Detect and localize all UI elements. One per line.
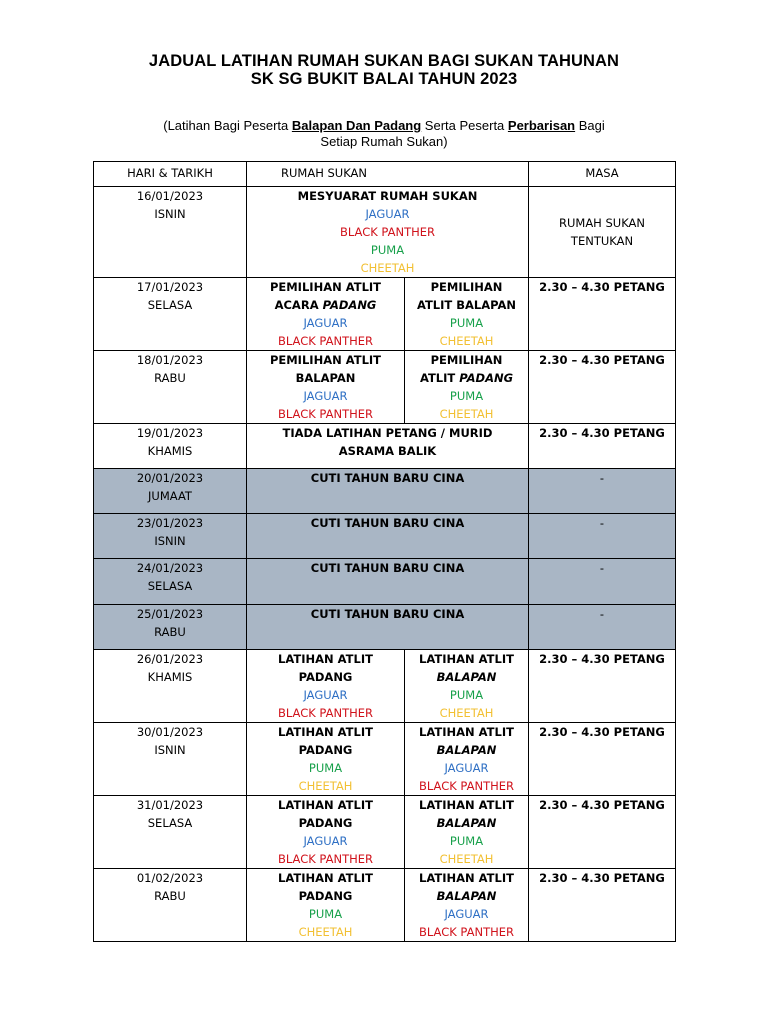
table-row-holiday — [94, 514, 676, 559]
header-house-blank — [405, 162, 529, 187]
time-cell: RUMAH SUKAN TENTUKAN — [529, 187, 676, 278]
time-cell: - — [529, 514, 676, 559]
activity-cell-right: PEMILIHAN ATLIT PADANG PUMA CHEETAH — [405, 351, 529, 424]
date-cell: 17/01/2023 SELASA — [94, 278, 247, 351]
activity-cell: CUTI TAHUN BARU CINA — [247, 469, 529, 514]
subtitle-bold-2: Perbarisan — [507, 118, 576, 133]
time-cell: 2.30 – 4.30 PETANG — [529, 869, 676, 942]
table-row-holiday — [94, 469, 676, 514]
header-day: HARI & TARIKH — [94, 162, 247, 187]
activity-cell-right: PEMILIHAN ATLIT BALAPAN PUMA CHEETAH — [405, 278, 529, 351]
activity-cell: CUTI TAHUN BARU CINA — [247, 559, 529, 605]
activity-cell-right: LATIHAN ATLIT BALAPAN JAGUAR BLACK PANTHER — [405, 723, 529, 796]
date-cell: 20/01/2023 JUMAAT — [94, 469, 247, 514]
activity-cell-left: LATIHAN ATLIT PADANG JAGUAR BLACK PANTHER — [247, 796, 405, 869]
date-cell: 31/01/2023 SELASA — [94, 796, 247, 869]
time-cell: - — [529, 605, 676, 650]
date-cell: 24/01/2023 SELASA — [94, 559, 247, 605]
time-cell: 2.30 – 4.30 PETANG — [529, 796, 676, 869]
activity-cell: MESYUARAT RUMAH SUKAN JAGUAR BLACK PANTHER PUMA CHEETAH — [247, 187, 529, 278]
table-row — [94, 723, 676, 796]
subtitle-bold-1: Balapan Dan Padang — [291, 118, 422, 133]
activity-cell-left: LATIHAN ATLIT PADANG JAGUAR BLACK PANTHER — [247, 650, 405, 723]
table-row-holiday — [94, 605, 676, 650]
table-row — [94, 424, 676, 469]
time-cell: - — [529, 469, 676, 514]
date-cell: 25/01/2023 RABU — [94, 605, 247, 650]
date-cell: 19/01/2023 KHAMIS — [94, 424, 247, 469]
activity-cell-left: LATIHAN ATLIT PADANG PUMA CHEETAH — [247, 723, 405, 796]
activity-cell-left: LATIHAN ATLIT PADANG PUMA CHEETAH — [247, 869, 405, 942]
time-cell: 2.30 – 4.30 PETANG — [529, 650, 676, 723]
table-row — [94, 278, 676, 351]
table-row — [94, 187, 676, 278]
activity-cell: CUTI TAHUN BARU CINA — [247, 514, 529, 559]
time-cell: 2.30 – 4.30 PETANG — [529, 723, 676, 796]
subtitle-middle: Serta Peserta — [421, 118, 508, 133]
date-cell: 30/01/2023 ISNIN — [94, 723, 247, 796]
schedule-table — [93, 161, 676, 942]
document-title-line1: JADUAL LATIHAN RUMAH SUKAN BAGI SUKAN TAHUNAN — [148, 52, 620, 70]
time-cell: 2.30 – 4.30 PETANG — [529, 278, 676, 351]
header-time: MASA — [529, 162, 676, 187]
date-cell: 18/01/2023 RABU — [94, 351, 247, 424]
table-row — [94, 869, 676, 942]
activity-cell: TIADA LATIHAN PETANG / MURID ASRAMA BALIK — [247, 424, 529, 469]
activity-cell-left: PEMILIHAN ATLIT ACARA PADANG JAGUAR BLACK PANTHER — [247, 278, 405, 351]
activity-cell-right: LATIHAN ATLIT BALAPAN PUMA CHEETAH — [405, 796, 529, 869]
date-cell: 26/01/2023 KHAMIS — [94, 650, 247, 723]
activity-cell-right: LATIHAN ATLIT BALAPAN PUMA CHEETAH — [405, 650, 529, 723]
table-header-row — [94, 162, 676, 187]
document-title-line2: SK SG BUKIT BALAI TAHUN 2023 — [250, 70, 518, 88]
table-row — [94, 796, 676, 869]
activity-cell: CUTI TAHUN BARU CINA — [247, 605, 529, 650]
subtitle-prefix: (Latihan Bagi Peserta — [163, 118, 292, 133]
activity-cell-right: LATIHAN ATLIT BALAPAN JAGUAR BLACK PANTHER — [405, 869, 529, 942]
date-cell: 23/01/2023 ISNIN — [94, 514, 247, 559]
date-cell: 01/02/2023 RABU — [94, 869, 247, 942]
header-house: RUMAH SUKAN — [247, 162, 405, 187]
table-row — [94, 650, 676, 723]
activity-cell-left: PEMILIHAN ATLIT BALAPAN JAGUAR BLACK PANTHER — [247, 351, 405, 424]
date-cell: 16/01/2023 ISNIN — [94, 187, 247, 278]
subtitle-line1 — [0, 118, 768, 134]
time-cell: - — [529, 559, 676, 605]
subtitle-line2: Setiap Rumah Sukan) — [320, 134, 448, 149]
time-cell: 2.30 – 4.30 PETANG — [529, 351, 676, 424]
subtitle-suffix: Bagi — [575, 118, 605, 133]
table-row — [94, 351, 676, 424]
time-cell: 2.30 – 4.30 PETANG — [529, 424, 676, 469]
table-row-holiday — [94, 559, 676, 605]
